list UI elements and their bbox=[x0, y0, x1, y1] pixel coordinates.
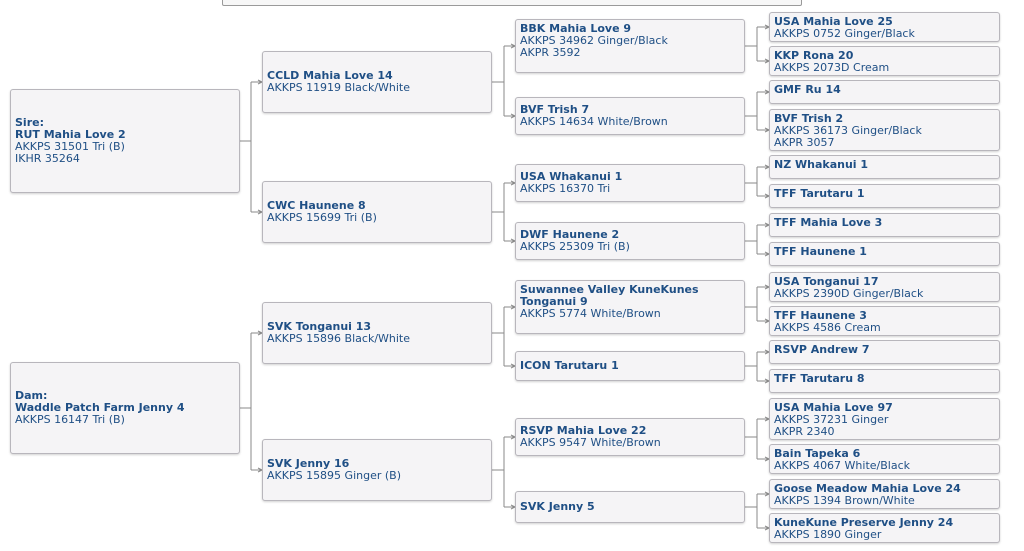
ancestor-registration: AKKPS 4067 White/Black bbox=[774, 459, 911, 472]
grandparent-name: CWC Haunene 8 bbox=[267, 199, 366, 212]
ancestor-card[interactable] bbox=[769, 213, 1000, 237]
ancestor-name: TFF Haunene 3 bbox=[774, 309, 867, 322]
ancestor-registration-2: AKPR 2340 bbox=[774, 425, 835, 438]
grandparent-card[interactable] bbox=[262, 51, 492, 113]
great-grandparent-registration: AKKPS 14634 White/Brown bbox=[520, 115, 668, 128]
ancestor-card[interactable] bbox=[769, 46, 1000, 76]
great-grandparent-registration-2: AKPR 3592 bbox=[520, 46, 581, 59]
great-grandparent-name: DWF Haunene 2 bbox=[520, 228, 620, 241]
ancestor-name: USA Tonganui 17 bbox=[774, 275, 879, 288]
ancestor-card[interactable] bbox=[769, 444, 1000, 474]
grandparent-card[interactable] bbox=[262, 181, 492, 243]
ancestor-registration: AKKPS 4586 Cream bbox=[774, 321, 881, 334]
sire-label: Sire: bbox=[15, 116, 44, 129]
ancestor-name: USA Mahia Love 25 bbox=[774, 15, 893, 28]
dam-name: Waddle Patch Farm Jenny 4 bbox=[15, 401, 185, 414]
ancestor-registration-2: AKPR 3057 bbox=[774, 136, 835, 149]
great-grandparent-name: SVK Jenny 5 bbox=[520, 500, 595, 513]
great-grandparent-name: BVF Trish 7 bbox=[520, 103, 590, 116]
ancestor-card[interactable] bbox=[769, 272, 1000, 302]
great-grandparent-card[interactable] bbox=[515, 418, 745, 456]
great-grandparent-card[interactable] bbox=[515, 491, 745, 523]
great-grandparent-card[interactable] bbox=[515, 164, 745, 202]
ancestor-name: TFF Tarutaru 1 bbox=[774, 187, 865, 200]
ancestor-card[interactable] bbox=[769, 479, 1000, 509]
great-grandparent-registration: AKKPS 9547 White/Brown bbox=[520, 436, 661, 449]
ancestor-card[interactable] bbox=[769, 306, 1000, 336]
ancestor-registration: AKKPS 1890 Ginger bbox=[774, 528, 882, 541]
ancestor-card[interactable] bbox=[769, 242, 1000, 266]
grandparent-registration: AKKPS 15896 Black/White bbox=[267, 332, 411, 345]
ancestor-card[interactable] bbox=[769, 398, 1000, 440]
ancestor-name: KuneKune Preserve Jenny 24 bbox=[774, 516, 954, 529]
grandparent-registration: AKKPS 11919 Black/White bbox=[267, 81, 411, 94]
dam-registration: AKKPS 16147 Tri (B) bbox=[15, 413, 125, 426]
ancestor-registration: AKKPS 2390D Ginger/Black bbox=[774, 287, 924, 300]
grandparent-card[interactable] bbox=[262, 302, 492, 364]
ancestor-registration: AKKPS 36173 Ginger/Black bbox=[774, 124, 922, 137]
ancestor-name: NZ Whakanui 1 bbox=[774, 158, 869, 171]
ancestor-name: GMF Ru 14 bbox=[774, 83, 841, 96]
ancestor-card[interactable] bbox=[769, 184, 1000, 208]
ancestor-registration: AKKPS 37231 Ginger bbox=[774, 413, 889, 426]
ancestor-name: Goose Meadow Mahia Love 24 bbox=[774, 482, 961, 495]
ancestor-card[interactable] bbox=[769, 155, 1000, 179]
grandparent-card[interactable] bbox=[262, 439, 492, 501]
ancestor-name: TFF Mahia Love 3 bbox=[774, 216, 883, 229]
ancestor-card[interactable] bbox=[769, 109, 1000, 151]
great-grandparent-registration: AKKPS 34962 Ginger/Black bbox=[520, 34, 668, 47]
ancestor-name: TFF Tarutaru 8 bbox=[774, 372, 865, 385]
ancestor-name: RSVP Andrew 7 bbox=[774, 343, 870, 356]
sire-card[interactable] bbox=[10, 89, 240, 193]
ancestor-card[interactable] bbox=[769, 12, 1000, 42]
grandparent-name: SVK Jenny 16 bbox=[267, 457, 350, 470]
dam-label: Dam: bbox=[15, 389, 48, 402]
grandparent-registration: AKKPS 15895 Ginger (B) bbox=[267, 469, 402, 482]
great-grandparent-name: USA Whakanui 1 bbox=[520, 170, 623, 183]
great-grandparent-name: RSVP Mahia Love 22 bbox=[520, 424, 647, 437]
great-grandparent-card[interactable] bbox=[515, 280, 745, 334]
sire-registration-2: IKHR 35264 bbox=[15, 152, 80, 165]
great-grandparent-registration: AKKPS 5774 White/Brown bbox=[520, 307, 661, 320]
grandparent-registration: AKKPS 15699 Tri (B) bbox=[267, 211, 377, 224]
great-grandparent-name: ICON Tarutaru 1 bbox=[520, 359, 619, 372]
ancestor-card[interactable] bbox=[769, 513, 1000, 543]
great-grandparent-name: BBK Mahia Love 9 bbox=[520, 22, 632, 35]
great-grandparent-registration: AKKPS 16370 Tri bbox=[520, 182, 611, 195]
grandparent-name: SVK Tonganui 13 bbox=[267, 320, 372, 333]
sire-name: RUT Mahia Love 2 bbox=[15, 128, 126, 141]
great-grandparent-card[interactable] bbox=[515, 19, 745, 73]
great-grandparent-registration: AKKPS 25309 Tri (B) bbox=[520, 240, 630, 253]
great-grandparent-card[interactable] bbox=[515, 351, 745, 381]
ancestor-name: USA Mahia Love 97 bbox=[774, 401, 893, 414]
ancestor-name: TFF Haunene 1 bbox=[774, 245, 867, 258]
great-grandparent-card[interactable] bbox=[515, 222, 745, 260]
great-grandparent-name: Suwannee Valley KuneKunes Tonganui 9 bbox=[520, 283, 699, 308]
ancestor-name: KKP Rona 20 bbox=[774, 49, 854, 62]
ancestor-registration: AKKPS 2073D Cream bbox=[774, 61, 890, 74]
ancestor-name: Bain Tapeka 6 bbox=[774, 447, 861, 460]
ancestor-card[interactable] bbox=[769, 340, 1000, 364]
ancestor-name: BVF Trish 2 bbox=[774, 112, 844, 125]
sire-registration: AKKPS 31501 Tri (B) bbox=[15, 140, 125, 153]
ancestor-registration: AKKPS 1394 Brown/White bbox=[774, 494, 915, 507]
ancestor-registration: AKKPS 0752 Ginger/Black bbox=[774, 27, 915, 40]
grandparent-name: CCLD Mahia Love 14 bbox=[267, 69, 393, 82]
ancestor-card[interactable] bbox=[769, 369, 1000, 393]
dam-card[interactable] bbox=[10, 362, 240, 454]
ancestor-card[interactable] bbox=[769, 80, 1000, 104]
great-grandparent-card[interactable] bbox=[515, 97, 745, 135]
